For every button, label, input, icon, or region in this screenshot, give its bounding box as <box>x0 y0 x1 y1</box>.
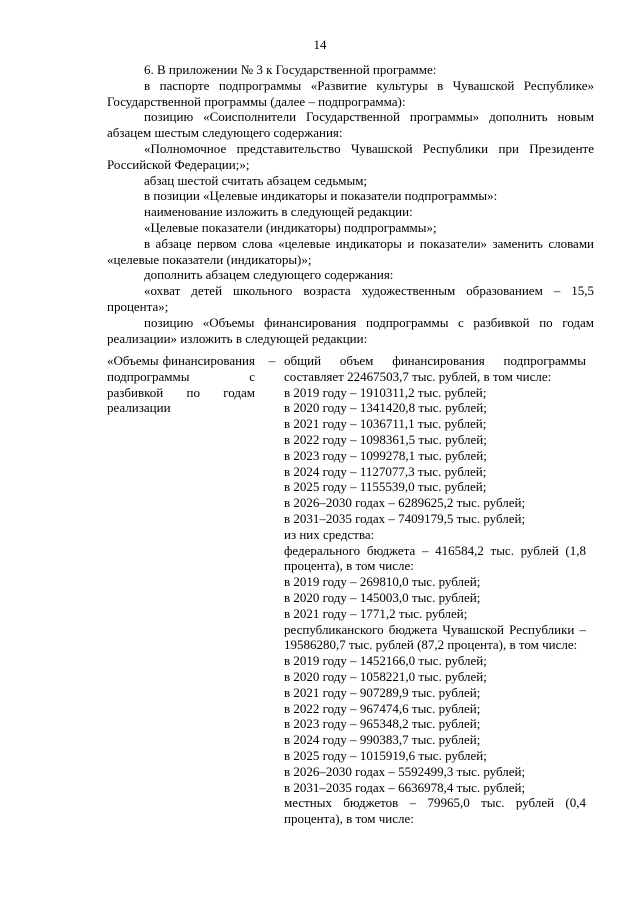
table-line: в 2022 году – 1098361,5 тыс. рублей; <box>284 431 487 447</box>
table-line: в 2020 году – 1341420,8 тыс. рублей; <box>284 400 487 416</box>
table-line: в 2019 году – 1910311,2 тыс. рублей; <box>284 384 487 400</box>
table-line: в 2021 году – 1036711,1 тыс. рублей; <box>284 416 487 432</box>
table-line: в 2025 году – 1155539,0 тыс. рублей; <box>284 479 487 495</box>
paragraph: 6. В приложении № 3 к Государственной программе: <box>144 62 437 77</box>
paragraph: абзац шестой считать абзацем седьмым; <box>144 172 368 188</box>
position-name: «Объемы финансирования подпрограммы с разбивкой по годам реализации <box>107 353 255 416</box>
table-line: в 2026–2030 годах – 6289625,2 тыс. рублей; <box>284 495 526 511</box>
table-line: местных бюджетов – 79965,0 тыс. рублей (0,4 процента), в том числе: <box>284 795 586 827</box>
paragraph: в паспорте подпрограммы «Развитие культуры в Чувашской Республике» Государственной программы (далее – подпрограмма): <box>107 77 594 109</box>
table-line: в 2020 году – 145003,0 тыс. рублей; <box>284 589 481 605</box>
table-line: республиканского бюджета Чувашской Республики – 19586280,7 тыс. рублей (87,2 процента), в том числе: <box>284 621 586 653</box>
amendment-text <box>107 62 594 346</box>
paragraph: в позиции «Целевые индикаторы и показатели подпрограммы»: <box>144 188 498 204</box>
paragraph: в абзаце первом слова «целевые индикаторы и показатели» заменить словами «целевые показатели (индикаторы)»; <box>107 235 594 267</box>
dash-separator: – <box>268 353 276 368</box>
paragraph: позицию «Объемы финансирования подпрограммы с разбивкой по годам реализации» изложить в следующей редакции: <box>107 314 594 346</box>
table-line: из них средства: <box>284 526 375 542</box>
table-line: федерального бюджета – 416584,2 тыс. рублей (1,8 процента), в том числе: <box>284 542 586 574</box>
paragraph: дополнить абзацем следующего содержания: <box>144 267 394 283</box>
table-right-cell <box>284 353 586 827</box>
paragraph: «Целевые показатели (индикаторы) подпрограммы»; <box>144 219 437 235</box>
table-line: в 2019 году – 1452166,0 тыс. рублей; <box>284 653 487 669</box>
table-line: в 2021 году – 907289,9 тыс. рублей; <box>284 684 481 700</box>
table-line: в 2023 году – 965348,2 тыс. рублей; <box>284 716 481 732</box>
paragraph: «охват детей школьного возраста художественным образованием – 15,5 процента»; <box>107 283 594 314</box>
table-line: в 2026–2030 годах – 5592499,3 тыс. рублей; <box>284 763 526 779</box>
table-line: в 2021 году – 1771,2 тыс. рублей; <box>284 605 468 621</box>
table-line: в 2022 году – 967474,6 тыс. рублей; <box>284 700 481 716</box>
table-line: в 2024 году – 990383,7 тыс. рублей; <box>284 732 481 748</box>
paragraph: «Полномочное представительство Чувашской Республики при Президенте Российской Федерации;»; <box>107 140 594 172</box>
table-line: в 2025 году – 1015919,6 тыс. рублей; <box>284 747 487 763</box>
page-number: 14 <box>313 37 327 52</box>
paragraph: позицию «Соисполнители Государственной программы» дополнить новым абзацем шестым следующего содержания: <box>107 109 594 141</box>
table-line: в 2023 году – 1099278,1 тыс. рублей; <box>284 447 487 463</box>
table-line: в 2019 году – 269810,0 тыс. рублей; <box>284 574 481 590</box>
table-line: в 2024 году – 1127077,3 тыс. рублей; <box>284 463 487 479</box>
paragraph: наименование изложить в следующей редакции: <box>144 204 413 220</box>
table-line: в 2031–2035 годах – 6636978,4 тыс. рублей; <box>284 779 526 795</box>
table-line: в 2020 году – 1058221,0 тыс. рублей; <box>284 668 487 684</box>
table-left-cell <box>107 353 274 416</box>
table-line: общий объем финансирования подпрограммы составляет 22467503,7 тыс. рублей, в том числе: <box>284 353 586 384</box>
table-line: в 2031–2035 годах – 7409179,5 тыс. рублей; <box>284 510 526 526</box>
